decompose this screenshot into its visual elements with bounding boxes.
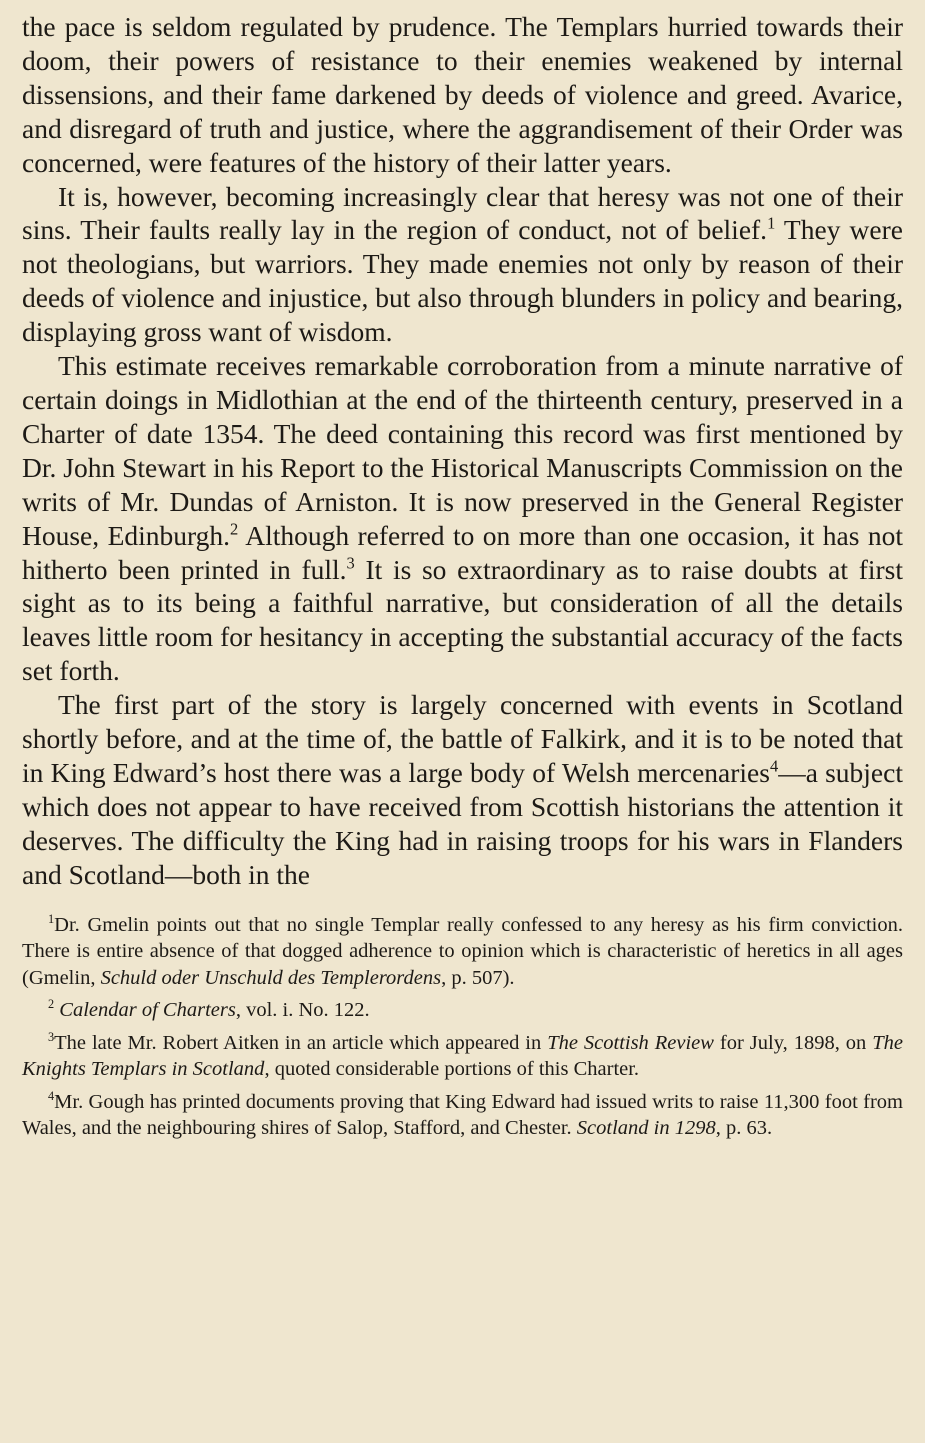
footnote-marker: 4 — [769, 756, 779, 776]
text-run: It is so extraordinary as to raise doubts at first sight as to its being a faithful narrative, but consideration of all the details leaves little room for hesitancy in accepting the substantial accuracy of the facts set forth. — [22, 553, 903, 687]
italic-title: Schuld oder Unschuld des Templerordens — [100, 966, 442, 989]
text-run: , p. 507). — [441, 966, 515, 989]
body-text — [22, 10, 903, 892]
text-run: , quoted considerable portions of this Charter. — [264, 1058, 640, 1081]
text-run: , vol. i. No. 122. — [235, 999, 370, 1022]
italic-title: The Scottish Review — [547, 1031, 714, 1054]
text-run: for July, 1898, on — [713, 1031, 873, 1054]
text-run: Although referred to on more than one occasion, it has not hitherto been printed in full. — [22, 519, 903, 585]
footnotes — [22, 912, 903, 1142]
footnote-marker: 3 — [48, 1029, 55, 1044]
paragraph — [22, 180, 903, 350]
text-run: —a subject which does not appear to have received from Scottish historians the attention it deserves. The difficulty the King had in raising troops for his wars in Flanders and Scotland—both in the — [22, 756, 903, 890]
italic-title: Scotland in 1298 — [576, 1117, 716, 1140]
text-run: Dr. Gmelin points out that no single Templar really confessed to any heresy as his firm conviction. There is entire absence of that dogged adherence to opinion which is characteristic of heretics in all ages (Gmelin, — [22, 913, 903, 989]
text-run: They were not theologians, but warriors. They made enemies not only by reason of their deeds of violence and injustice, but also through blunders in policy and bearing, displaying gross want of wisdom. — [22, 214, 903, 348]
text-run: , p. 63. — [715, 1117, 773, 1140]
footnote-marker: 4 — [48, 1088, 55, 1103]
italic-title: Calendar of Charters — [59, 999, 236, 1022]
text-run: This estimate receives remarkable corroboration from a minute narrative of certain doings in Midlothian at the end of the thirteenth century, preserved in a Charter of date 1354. The deed containing this record was first mentioned by Dr. John Stewart in his Report to the Historical Manuscripts Commission on the writs of Mr. Dundas of Arniston. It is now preserved in the General Register House, Edinburgh. — [22, 350, 903, 551]
italic-title: The Knights Templars in Scotland — [22, 1031, 904, 1081]
footnote-marker: 2 — [48, 997, 55, 1012]
text-run: Mr. Gough has printed documents proving that King Edward had issued writs to raise 11,300 foot from Wales, and the neighbouring shires of Salop, Stafford, and Chester. — [22, 1090, 903, 1140]
paragraph — [22, 688, 903, 891]
text-run: The late Mr. Robert Aitken in an article which appeared in — [54, 1031, 548, 1054]
footnote — [22, 997, 903, 1024]
footnote — [22, 1089, 903, 1142]
text-run: the pace is seldom regulated by prudence. The Templars hurried towards their doom, their powers of resistance to their enemies weakened by internal dissensions, and their fame darkened by deeds of violence and greed. Avarice, and disregard of truth and justice, where the aggrandisement of their Order was concerned, were features of the history of their latter years. — [22, 11, 903, 178]
footnote-marker: 1 — [48, 911, 55, 926]
text-run: The first part of the story is largely concerned with events in Scotland shortly before, and at the time of, the battle of Falkirk, and it is to be noted that in King Edward’s host there was a large body of Welsh mercenaries — [22, 689, 903, 788]
footnote-marker: 2 — [230, 518, 239, 538]
paragraph — [22, 10, 903, 180]
footnote — [22, 912, 903, 992]
paragraph — [22, 349, 903, 688]
footnote — [22, 1030, 903, 1083]
footnote-marker: 3 — [346, 552, 355, 572]
footnote-marker: 1 — [767, 213, 776, 233]
text-run: It is, however, becoming increasingly clear that heresy was not one of their sins. Their faults really lay in the region of conduct, not of belief. — [22, 180, 903, 246]
